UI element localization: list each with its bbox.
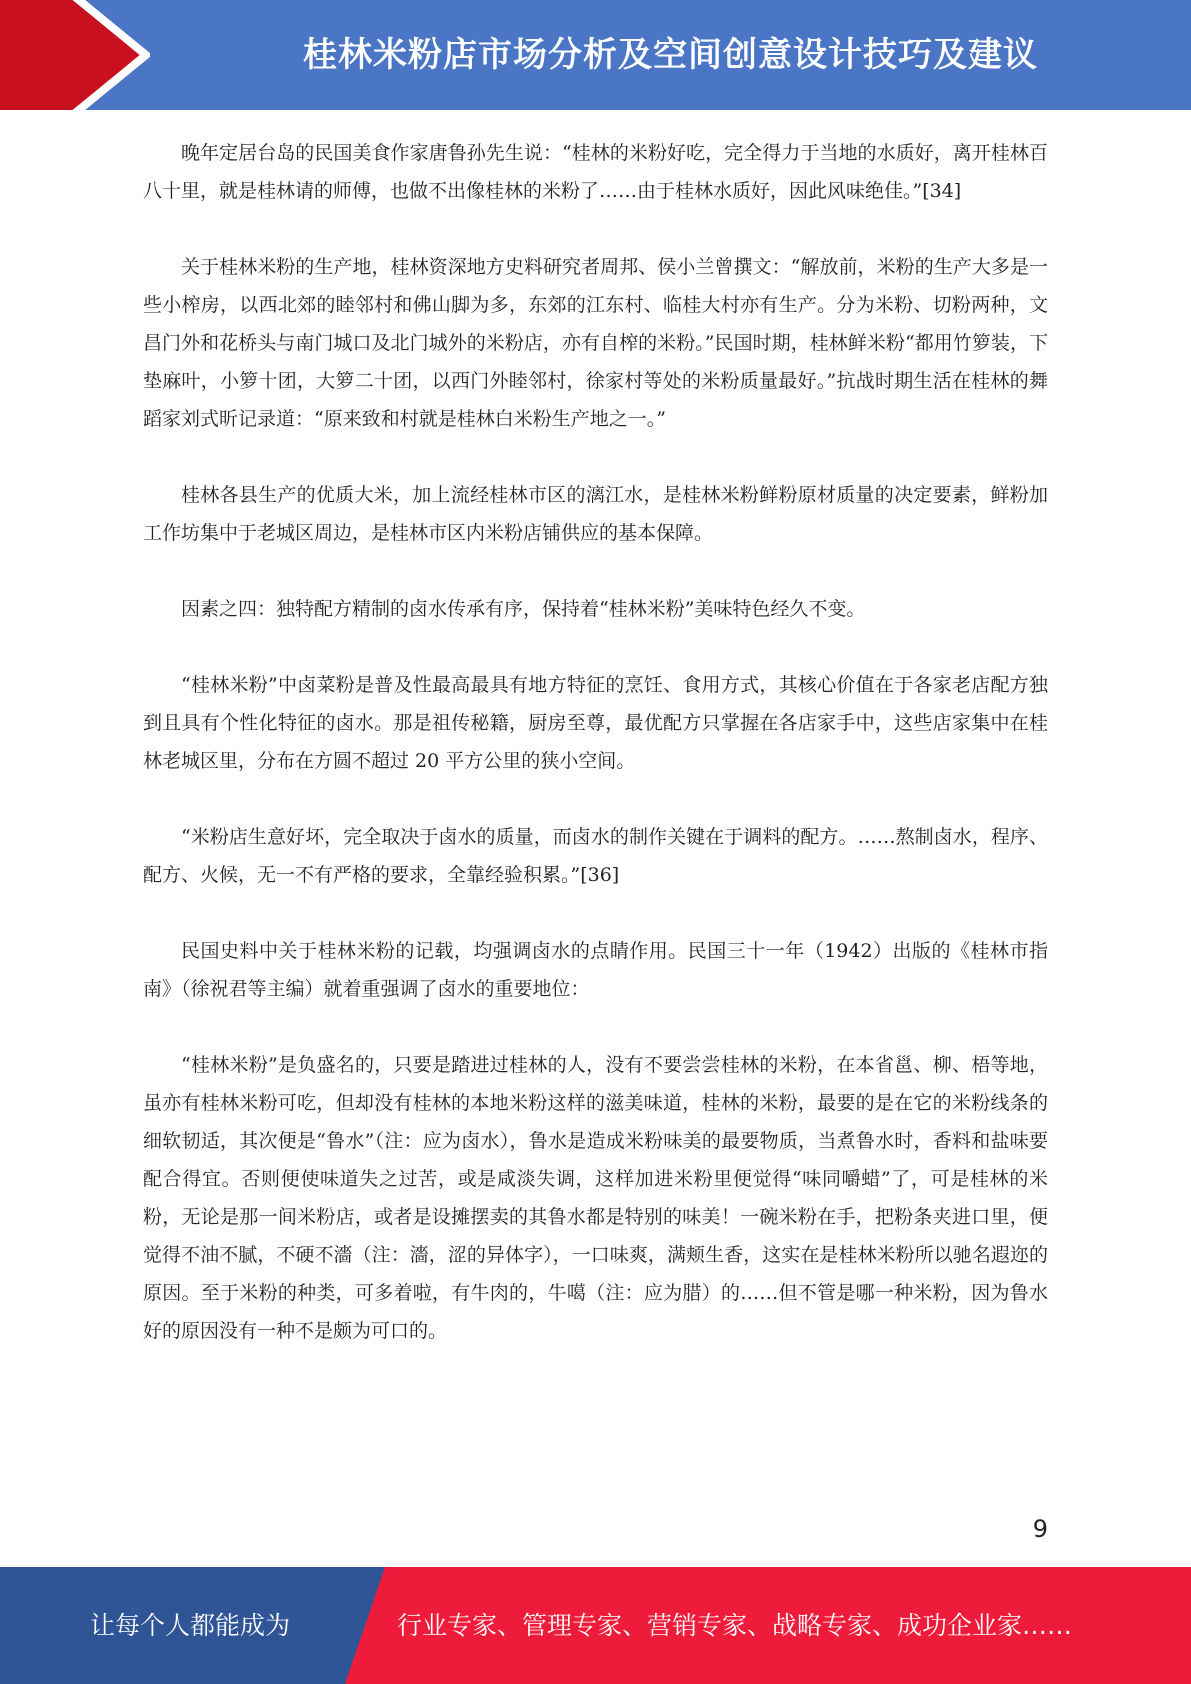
paragraph-1: 晚年定居台岛的民国美食作家唐鲁孙先生说：“桂林的米粉好吃，完全得力于当地的水质好，离开桂林百八十里，就是桂林请的师傅，也做不出像桂林的米粉了……由于桂林水质好，因此风味绝佳。”[34] <box>143 142 1048 202</box>
page-header <box>0 0 1191 110</box>
paragraph-5: “桂林米粉”中卤菜粉是普及性最高最具有地方特征的烹饪、食用方式，其核心价值在于各家老店配方独到且具有个性化特征的卤水。那是祖传秘籍，厨房至尊，最优配方只掌握在各店家手中，这些店家集中在桂林老城区里，分布在方圆不超过 20 平方公里的狭小空间。 <box>143 674 1048 772</box>
document-title: 桂林米粉店市场分析及空间创意设计技巧及建议 <box>303 35 1038 75</box>
page-footer <box>0 1567 1191 1684</box>
paragraph-3: 桂林各县生产的优质大米，加上流经桂林市区的漓江水，是桂林米粉鲜粉原材质量的决定要素，鲜粉加工作坊集中于老城区周边，是桂林市区内米粉店铺供应的基本保障。 <box>143 484 1048 544</box>
paragraph-6: “米粉店生意好坏，完全取决于卤水的质量，而卤水的制作关键在于调料的配方。……熬制卤水，程序、配方、火候，无一不有严格的要求，全靠经验积累。”[36] <box>143 826 1048 886</box>
paragraph-8: “桂林米粉”是负盛名的，只要是踏进过桂林的人，没有不要尝尝桂林的米粉，在本省邕、柳、梧等地，虽亦有桂林米粉可吃，但却没有桂林的本地米粉这样的滋美味道，桂林的米粉，最要的是在它的米粉线条的细软韧适，其次便是“鲁水”（注：应为卤水），鲁水是造成米粉味美的最要物质，当煮鲁水时，香料和盐味要配合得宜。否则便使味道失之过苦，或是咸淡失调，这样加进米粉里便觉得“味同嚼蜡”了，可是桂林的米粉，无论是那一间米粉店，或者是设摊摆卖的其鲁水都是特别的味美！一碗米粉在手，把粉条夹进口里，便觉得不油不腻，不硬不濇（注：濇，涩的异体字），一口味爽，满颊生香，这实在是桂林米粉所以驰名遐迩的原因。至于米粉的种类，可多着啦，有牛肉的，牛噶（注：应为腊）的……但不管是哪一种米粉，因为鲁水好的原因没有一种不是颇为可口的。 <box>143 1054 1048 1342</box>
paragraph-4: 因素之四：独特配方精制的卤水传承有序，保持着“桂林米粉”美味特色经久不变。 <box>181 598 866 620</box>
header-chevron-icon <box>0 0 150 110</box>
paragraph-2: 关于桂林米粉的生产地，桂林资深地方史料研究者周邦、侯小兰曾撰文：“解放前，米粉的生产大多是一些小榨房，以西北郊的睦邻村和佛山脚为多，东郊的江东村、临桂大村亦有生产。分为米粉、切粉两种，文昌门外和花桥头与南门城口及北门城外的米粉店，亦有自榨的米粉。”民国时期，桂林鲜米粉“都用竹箩装，下垫麻叶，小箩十团，大箩二十团，以西门外睦邻村，徐家村等处的米粉质量最好。”抗战时期生活在桂林的舞蹈家刘式昕记录道：“原来致和村就是桂林白米粉生产地之一。” <box>143 256 1048 430</box>
page-number: 9 <box>1032 1515 1048 1543</box>
footer-slogan-right: 行业专家、管理专家、营销专家、战略专家、成功企业家…… <box>397 1611 1073 1640</box>
document-body <box>143 134 1048 1388</box>
footer-slogan-left: 让每个人都能成为 <box>89 1611 290 1640</box>
paragraph-7: 民国史料中关于桂林米粉的记载，均强调卤水的点睛作用。民国三十一年（1942）出版的《桂林市指南》（徐祝君等主编）就着重强调了卤水的重要地位： <box>143 940 1048 1000</box>
